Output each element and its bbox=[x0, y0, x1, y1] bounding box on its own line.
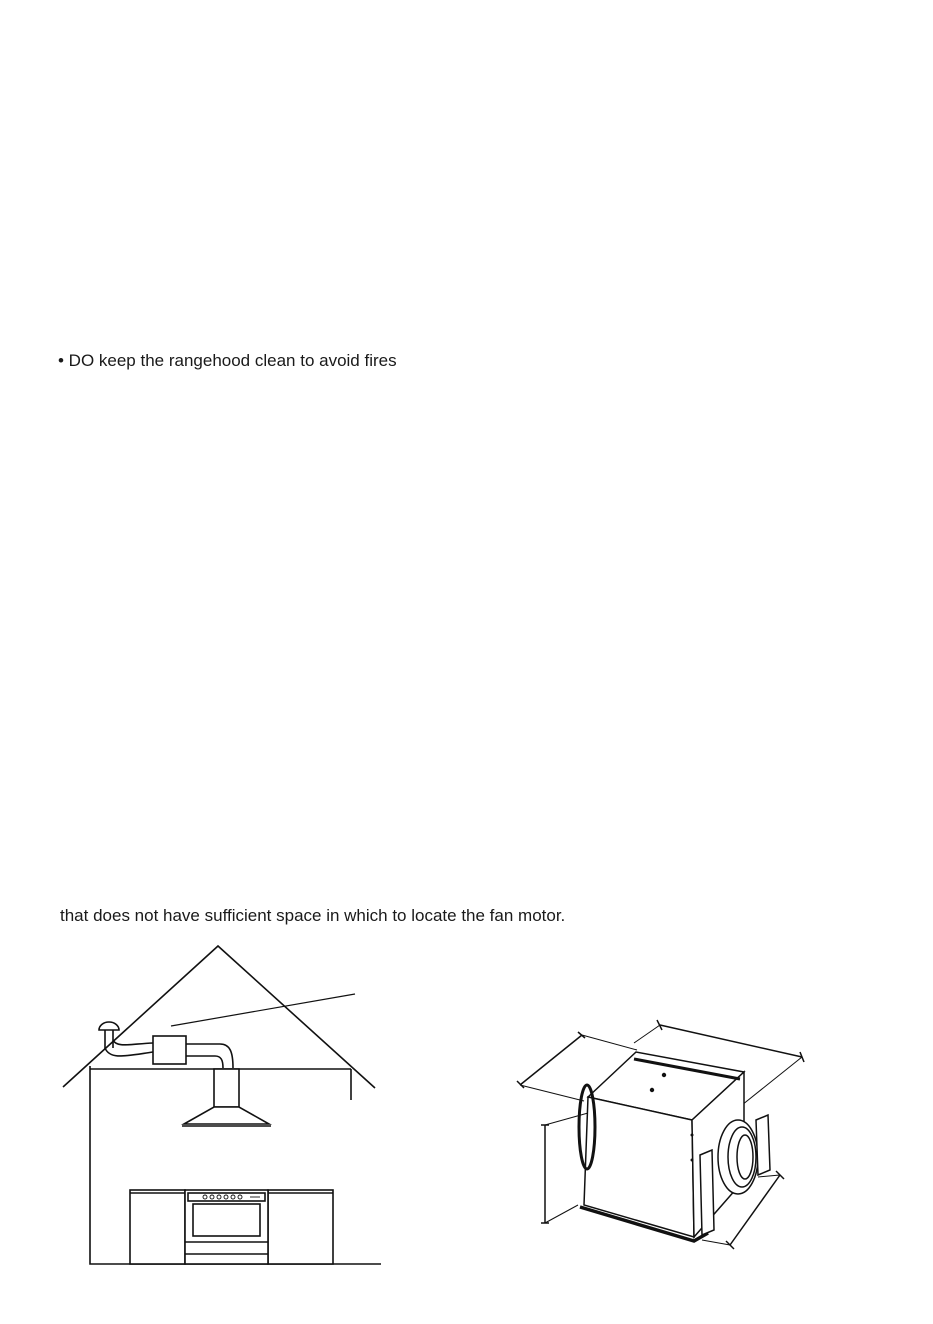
mounting-bracket-rear bbox=[756, 1115, 770, 1175]
cabinet-left bbox=[130, 1190, 185, 1264]
body-paragraph-text: that does not have sufficient space in which to locate the fan motor. bbox=[60, 906, 566, 925]
hood-canopy bbox=[184, 1107, 269, 1124]
outlet-collar bbox=[718, 1120, 758, 1194]
hood-chimney bbox=[214, 1069, 239, 1107]
dimension-depth bbox=[520, 1035, 582, 1085]
motor-box-front bbox=[584, 1097, 694, 1237]
mounting-bracket-front bbox=[700, 1150, 714, 1235]
duct-left bbox=[105, 1048, 153, 1056]
roof-outline bbox=[63, 946, 375, 1088]
remote-fan-motor-unit-icon bbox=[512, 1015, 812, 1250]
dimension-width bbox=[660, 1025, 802, 1057]
roof-vent-cap bbox=[99, 1022, 119, 1030]
fan-motor-box bbox=[153, 1036, 186, 1064]
callout-leader bbox=[171, 994, 355, 1026]
cabinet-right bbox=[268, 1190, 333, 1264]
house-roof-fan-installation-icon bbox=[55, 940, 395, 1270]
safety-bullet-text: • DO keep the rangehood clean to avoid fires bbox=[58, 351, 397, 370]
